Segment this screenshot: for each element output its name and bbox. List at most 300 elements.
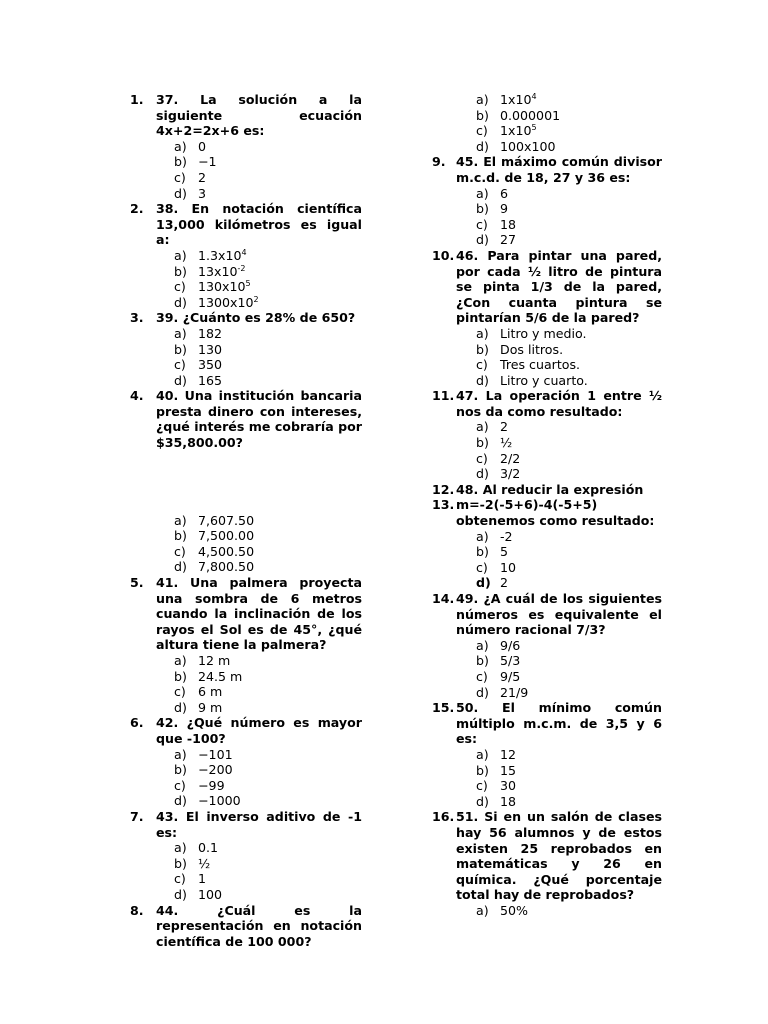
question <box>130 575 362 653</box>
option-text: −1000 <box>198 793 241 809</box>
option-letter: c) <box>476 778 488 794</box>
answer-option <box>130 778 362 794</box>
option-value <box>198 154 217 170</box>
option-text: -2 <box>500 528 513 544</box>
option-value <box>500 763 516 779</box>
answer-option <box>130 653 362 669</box>
question-text: 50. El mínimo común múltiplo m.c.m. de 3,5 y 6 es: <box>456 700 662 747</box>
option-value <box>500 232 516 248</box>
question-block <box>130 388 362 575</box>
answer-option <box>432 529 662 545</box>
right-column <box>432 92 662 918</box>
option-letter: a) <box>174 512 187 528</box>
option-text: 5/3 <box>500 653 521 669</box>
question-number: 6. <box>130 715 144 731</box>
answer-option <box>432 201 662 217</box>
option-letter: d) <box>476 793 489 809</box>
option-letter: b) <box>476 435 489 451</box>
option-value <box>198 139 206 155</box>
option-value <box>500 451 520 467</box>
question <box>432 700 662 747</box>
answer-option <box>432 342 662 358</box>
option-text: 50% <box>500 902 528 918</box>
question-text: 39. ¿Cuánto es 28% de 650? <box>156 310 356 326</box>
option-letter: d) <box>174 185 187 201</box>
option-letter: c) <box>476 559 488 575</box>
answer-option <box>130 342 362 358</box>
option-value <box>500 326 587 342</box>
question-text: 38. En notación científica 13,000 kilómetros es igual a: <box>156 201 362 248</box>
exponent: 2 <box>253 294 259 304</box>
option-value <box>198 669 242 685</box>
option-letter: a) <box>174 746 187 762</box>
option-text: 2 <box>500 575 509 591</box>
question <box>432 497 662 528</box>
answer-option <box>130 559 362 575</box>
option-letter: c) <box>476 123 488 139</box>
option-letter: b) <box>476 762 489 778</box>
question <box>432 591 662 638</box>
option-text: 15 <box>500 762 517 778</box>
question-text: 48. Al reducir la expresión <box>456 481 644 497</box>
answer-option <box>130 326 362 342</box>
question-block <box>130 201 362 310</box>
answer-option <box>130 373 362 389</box>
option-letter: c) <box>174 279 186 295</box>
option-letter: d) <box>174 793 187 809</box>
option-text: 9 m <box>198 699 223 715</box>
answer-option <box>130 154 362 170</box>
option-value <box>198 342 222 358</box>
option-value <box>500 638 520 654</box>
option-text: 182 <box>198 325 223 341</box>
question-block <box>432 591 662 700</box>
option-text: 3/2 <box>500 466 521 482</box>
answer-option <box>432 544 662 560</box>
question-number: 3. <box>130 310 144 326</box>
question-block <box>130 715 362 809</box>
question-block <box>432 388 662 482</box>
answer-option <box>432 123 662 139</box>
option-letter: c) <box>174 543 186 559</box>
answer-option <box>432 903 662 919</box>
option-text: 21/9 <box>500 684 529 700</box>
question-block <box>432 482 662 498</box>
question <box>432 809 662 903</box>
question <box>130 715 362 746</box>
option-text: −200 <box>198 762 233 778</box>
option-value <box>500 669 520 685</box>
option-value <box>198 357 222 373</box>
option-text: ½ <box>500 435 513 451</box>
question-block <box>432 248 662 388</box>
option-letter: c) <box>174 777 186 793</box>
option-letter: d) <box>174 294 187 310</box>
option-text: 7,607.50 <box>198 512 255 528</box>
blank-space <box>130 451 362 513</box>
option-text: 350 <box>198 357 223 373</box>
option-letter: b) <box>476 653 489 669</box>
question <box>130 92 362 139</box>
question-text: 37. La solución a la siguiente ecuación 4x+2=2x+6 es: <box>156 92 362 139</box>
option-value <box>500 747 516 763</box>
option-text: 130x10 <box>198 279 246 295</box>
exponent: 5 <box>531 123 537 133</box>
option-value <box>198 559 254 575</box>
option-letter: d) <box>174 886 187 902</box>
option-letter: b) <box>174 528 187 544</box>
question <box>432 154 662 185</box>
question-text: 43. El inverso aditivo de -1 es: <box>156 808 362 840</box>
option-text: 2/2 <box>500 450 521 466</box>
option-text: −99 <box>198 777 225 793</box>
option-value <box>500 419 508 435</box>
question-block <box>432 92 662 154</box>
option-letter: d) <box>476 466 489 482</box>
question-block <box>130 92 362 201</box>
option-value <box>500 108 560 124</box>
option-value <box>500 560 516 576</box>
option-letter: c) <box>174 357 186 373</box>
option-value <box>500 357 580 373</box>
option-letter: d) <box>476 372 489 388</box>
answer-option <box>432 419 662 435</box>
question-number: 16. <box>432 809 455 825</box>
question <box>130 201 362 248</box>
option-letter: d) <box>476 684 489 700</box>
answer-option <box>432 560 662 576</box>
question <box>432 482 662 498</box>
option-text: 9/6 <box>500 637 521 653</box>
option-text: 4,500.50 <box>198 543 255 559</box>
option-text: 0 <box>198 138 207 154</box>
question-number: 12. <box>432 481 455 497</box>
option-letter: b) <box>476 107 489 123</box>
option-value <box>500 575 508 591</box>
option-value <box>198 871 206 887</box>
question-text: 46. Para pintar una pared, por cada ½ litro de pintura se pinta 1/3 de la pared, ¿Con cuanta pintura se pintarían 5/6 de la pared? <box>456 247 662 326</box>
option-letter: b) <box>174 341 187 357</box>
option-text: 2 <box>500 419 509 435</box>
option-value <box>198 373 222 389</box>
answer-option <box>432 92 662 108</box>
option-letter: a) <box>476 528 489 544</box>
answer-option <box>432 763 662 779</box>
answer-option <box>130 747 362 763</box>
option-text: 12 <box>500 746 517 762</box>
option-text: 6 <box>500 185 509 201</box>
option-text: 30 <box>500 778 517 794</box>
question-block <box>130 575 362 715</box>
answer-option <box>432 778 662 794</box>
option-value <box>198 793 241 809</box>
option-letter: b) <box>174 762 187 778</box>
exponent: 5 <box>245 279 251 289</box>
answer-option <box>130 762 362 778</box>
option-letter: a) <box>174 653 187 668</box>
option-letter: a) <box>174 247 187 263</box>
option-text: 165 <box>198 372 223 388</box>
answer-option <box>432 451 662 467</box>
option-text: 18 <box>500 793 517 809</box>
option-value <box>500 217 516 233</box>
option-letter: a) <box>174 138 187 154</box>
option-letter: a) <box>476 746 489 762</box>
option-value <box>198 528 254 544</box>
question-text: m=-2(-5+6)-4(-5+5) obtenemos como resultado: <box>456 497 655 529</box>
answer-option <box>432 232 662 248</box>
option-letter: b) <box>476 201 489 217</box>
option-text: 130 <box>198 341 223 357</box>
question <box>130 310 362 326</box>
option-letter: b) <box>476 544 489 560</box>
answer-option <box>130 528 362 544</box>
option-letter: d) <box>174 699 187 715</box>
option-text: 12 m <box>198 653 231 668</box>
option-text: 100 <box>198 886 223 902</box>
option-text: 1x10 <box>500 92 532 107</box>
question-text: 40. Una institución bancaria presta dinero con intereses, ¿qué interés me cobraría por $35,800.00? <box>156 388 362 451</box>
option-letter: a) <box>476 419 489 435</box>
option-text: 5 <box>500 544 509 560</box>
option-letter: a) <box>476 902 489 918</box>
question-number: 14. <box>432 591 455 606</box>
option-value <box>500 653 520 669</box>
option-value <box>500 466 520 482</box>
option-text: 0.1 <box>198 840 219 856</box>
option-letter: c) <box>174 169 186 185</box>
option-text: Litro y cuarto. <box>500 372 588 388</box>
question-number: 7. <box>130 808 144 824</box>
answer-option <box>432 638 662 654</box>
option-value <box>500 544 508 560</box>
option-text: Litro y medio. <box>500 325 587 341</box>
option-text: 6 m <box>198 684 223 700</box>
option-text: 2 <box>198 169 207 185</box>
question <box>130 388 362 450</box>
option-value <box>198 264 246 280</box>
answer-option <box>432 357 662 373</box>
option-value <box>198 170 206 186</box>
answer-option <box>432 108 662 124</box>
option-letter: d) <box>476 138 489 154</box>
option-text: 100x100 <box>500 138 556 154</box>
option-value <box>198 653 230 669</box>
option-text: 7,800.50 <box>198 559 255 575</box>
exponent: 4 <box>531 92 537 101</box>
answer-option <box>432 217 662 233</box>
option-letter: b) <box>174 668 187 684</box>
answer-option <box>130 357 362 373</box>
question <box>432 388 662 419</box>
question-text: 42. ¿Qué número es mayor que -100? <box>156 715 362 746</box>
question <box>130 903 362 950</box>
option-value <box>198 186 206 202</box>
option-letter: b) <box>174 855 187 871</box>
question-block <box>130 903 362 950</box>
question-number: 5. <box>130 575 144 591</box>
option-text: 24.5 m <box>198 668 243 684</box>
option-value <box>500 794 516 810</box>
answer-option <box>432 747 662 763</box>
question-number: 8. <box>130 902 144 918</box>
question-text: 47. La operación 1 entre ½ nos da como resultado: <box>456 388 662 419</box>
question-text: 41. Una palmera proyecta una sombra de 6 metros cuando la inclinación de los rayos el Sol es de 45°, ¿qué altura tiene la palmera? <box>156 575 362 653</box>
answer-option <box>130 170 362 186</box>
option-value <box>198 544 254 560</box>
option-letter: b) <box>476 341 489 357</box>
answer-option <box>130 279 362 295</box>
option-text: 1x10 <box>500 123 532 139</box>
answer-option <box>130 139 362 155</box>
option-text: Dos litros. <box>500 341 564 357</box>
answer-option <box>432 794 662 810</box>
option-text: 7,500.00 <box>198 528 255 544</box>
question-text: 49. ¿A cuál de los siguientes números es equivalente el número racional 7/3? <box>456 591 662 638</box>
option-value <box>198 747 233 763</box>
option-text: 10 <box>500 559 517 575</box>
answer-option <box>432 653 662 669</box>
option-value <box>500 529 513 545</box>
option-value <box>198 762 233 778</box>
option-text: 27 <box>500 232 517 248</box>
option-letter: c) <box>174 871 186 887</box>
option-value <box>500 201 508 217</box>
option-value <box>198 887 222 903</box>
question-number: 1. <box>130 92 144 107</box>
option-value <box>198 295 259 311</box>
option-text: 1.3x10 <box>198 247 242 263</box>
option-text: 1 <box>198 871 207 887</box>
option-text: 13x10 <box>198 263 238 279</box>
exponent: -2 <box>237 263 246 273</box>
question-number: 11. <box>432 388 455 404</box>
option-letter: b) <box>174 154 187 170</box>
option-value <box>198 840 218 856</box>
option-text: 0.000001 <box>500 107 561 123</box>
answer-option <box>130 856 362 872</box>
option-letter: d) <box>174 559 187 575</box>
option-letter: c) <box>476 668 488 684</box>
answer-option <box>130 669 362 685</box>
question-number: 4. <box>130 388 144 404</box>
answer-option <box>130 840 362 856</box>
option-text: 1300x10 <box>198 294 254 310</box>
option-letter: a) <box>476 637 489 653</box>
option-letter: a) <box>476 325 489 341</box>
answer-option <box>432 326 662 342</box>
exponent: 4 <box>241 247 247 257</box>
option-value <box>500 342 563 358</box>
answer-option <box>432 139 662 155</box>
question-number: 2. <box>130 201 144 217</box>
option-text: Tres cuartos. <box>500 357 581 373</box>
answer-option <box>130 887 362 903</box>
answer-option <box>432 373 662 389</box>
answer-option <box>130 264 362 280</box>
answer-option <box>130 295 362 311</box>
answer-option <box>432 575 662 591</box>
answer-option <box>130 871 362 887</box>
answer-option <box>130 793 362 809</box>
answer-option <box>432 435 662 451</box>
option-text: 18 <box>500 216 517 232</box>
option-value <box>198 700 222 716</box>
option-text: ½ <box>198 855 211 871</box>
option-value <box>500 373 588 389</box>
option-text: 3 <box>198 185 207 201</box>
question-text: 44. ¿Cuál es la representación en notación científica de 100 000? <box>156 902 362 949</box>
answer-option <box>130 513 362 529</box>
answer-option <box>130 544 362 560</box>
option-letter: a) <box>476 92 489 107</box>
option-text: 9 <box>500 201 509 217</box>
option-letter: c) <box>476 450 488 466</box>
option-text: 9/5 <box>500 668 521 684</box>
option-letter: a) <box>476 185 489 201</box>
option-value <box>500 186 508 202</box>
answer-option <box>130 684 362 700</box>
option-value <box>500 435 512 451</box>
question-block <box>130 809 362 903</box>
answer-option <box>130 186 362 202</box>
option-value <box>500 139 556 155</box>
option-value <box>198 513 254 529</box>
option-letter: c) <box>476 216 488 232</box>
option-text: −1 <box>198 154 217 170</box>
question <box>432 248 662 326</box>
option-value <box>500 685 528 701</box>
option-value <box>198 856 210 872</box>
option-letter: a) <box>174 325 187 341</box>
question-block <box>432 154 662 248</box>
option-letter: a) <box>174 840 187 856</box>
answer-option <box>432 669 662 685</box>
option-letter: d) <box>174 372 187 388</box>
question-block <box>432 700 662 809</box>
option-letter: b) <box>174 263 187 279</box>
question-number: 13. <box>432 497 455 513</box>
option-value <box>198 326 222 342</box>
question-block <box>432 497 662 591</box>
question-text: 45. El máximo común divisor m.c.d. de 18, 27 y 36 es: <box>456 154 662 185</box>
question-block <box>130 310 362 388</box>
option-value <box>500 123 537 139</box>
option-value <box>198 778 225 794</box>
question <box>130 809 362 840</box>
option-text: −101 <box>198 746 233 762</box>
answer-option <box>432 186 662 202</box>
question-number: 15. <box>432 700 455 716</box>
option-value <box>500 92 537 108</box>
answer-option <box>130 700 362 716</box>
option-letter: d) <box>476 232 489 248</box>
left-column <box>130 92 362 949</box>
option-letter: d) <box>476 575 491 591</box>
option-value <box>198 684 222 700</box>
option-value <box>198 279 251 295</box>
question-text: 51. Si en un salón de clases hay 56 alumnos y de estos existen 25 reprobados en matemáticas y 26 en química. ¿Qué porcentaje total hay de reprobados? <box>456 809 662 903</box>
option-letter: c) <box>476 357 488 373</box>
question-number: 10. <box>432 247 455 263</box>
option-value <box>500 778 516 794</box>
question-number: 9. <box>432 154 446 170</box>
option-value <box>500 903 528 919</box>
option-value <box>198 248 247 264</box>
answer-option <box>432 685 662 701</box>
answer-option <box>432 466 662 482</box>
question-block <box>432 809 662 918</box>
